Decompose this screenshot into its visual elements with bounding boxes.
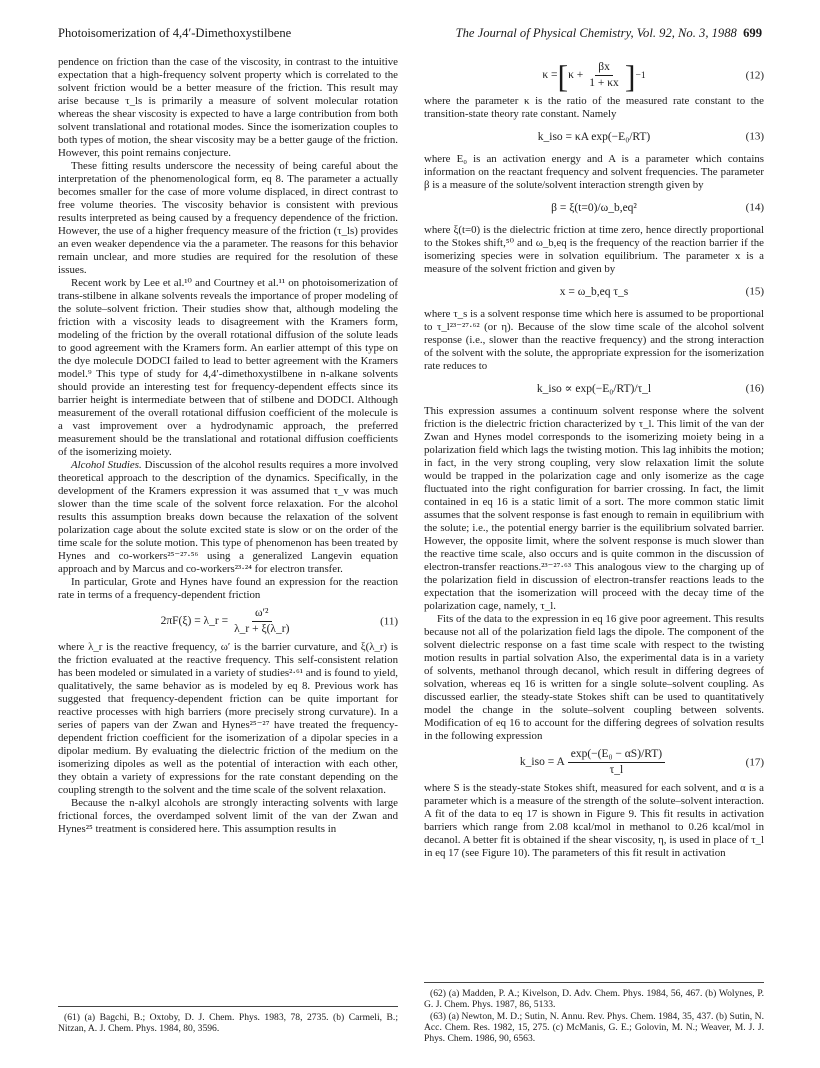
equation-number: (13) (745, 130, 764, 143)
denominator: λ_r + ξ(λ_r) (234, 623, 290, 635)
paragraph: Because the n-alkyl alcohols are strongly interacting solvents with large frictional forces, the overdamped solvent limit of the van der Zwan and Hynes²⁵ treatment is considered here. This assumption results in (58, 797, 398, 835)
paragraph: Recent work by Lee et al.¹⁰ and Courtney et al.¹¹ on photoisomerization of trans-stilbene in alkane solvents reveals the importance of proper modeling of the solute–solvent friction. Their studies show that, although modeling the friction with a viscosity leads to disagreement with the Kramers form, modeling of the friction by the overall rotational diffusion of the solute leads to good agreement with the Kramers form. An earlier attempt of this type on the dye molecule DODCI failed to lead to better agreement with the Kramers model.⁹ This type of study for 4,4′-dimethoxystilbene in n-alkane solvents should provide an interesting test for frequency-dependent effects since its barrier height is intermediate between that of stilbene and DODCI. Although measurement of the overall rotational diffusion coefficient of the molecule is a vast improvement over a hydrodynamic approach, the preferred measurement should be the translational and rotational diffusion coefficients of the isomerizing moiety. (58, 277, 398, 458)
equation-number: (14) (745, 201, 764, 214)
numerator: exp(−(E₀ − αS)/RT) (568, 748, 665, 763)
right-bracket: ] (624, 57, 636, 94)
fraction (231, 607, 292, 636)
right-column (424, 56, 764, 860)
equation-body: β = ξ(t=0)/ω_b,eq² (551, 201, 637, 214)
paragraph: where τ_s is a solvent response time which here is assumed to be proportional to τ_l²³⁻²⁷·⁶² (or η). Because of the slow time scale of the alcohol solvent response (i.e., slower than the reactive frequency) and the strong interaction of the solvent with the solute, the appropriate expression for the isomerization rate reduces to (424, 308, 764, 372)
denominator: 1 + κx (589, 77, 619, 89)
equation-12 (424, 57, 764, 94)
equation-number: (11) (380, 615, 398, 627)
running-title: Photoisomerization of 4,4′-Dimethoxystilbene (58, 26, 292, 40)
footnote: (61) (a) Bagchi, B.; Oxtoby, D. J. Chem. Phys. 1983, 78, 2735. (b) Carmeli, B.; Nitzan, A. J. Chem. Phys. 1984, 80, 3596. (58, 1012, 398, 1035)
equation-body: x = ω_b,eq τ_s (559, 285, 629, 298)
equation-lhs: 2πF(ξ) = λ_r = (160, 615, 229, 627)
footnote: (63) (a) Newton, M. D.; Sutin, N. Annu. Rev. Phys. Chem. 1984, 35, 437. (b) Sutin, N. Acc. Chem. Res. 1982, 15, 275. (c) McManis, G. E.; Golovin, M. N.; Weaver, M. J. J. Phys. Chem. 1986, 90, 6563. (424, 1010, 764, 1045)
numerator: βx (595, 61, 613, 76)
left-bracket: [ (557, 57, 569, 94)
paragraph: where λ_r is the reactive frequency, ω′ is the barrier curvature, and ξ(λ_r) is the friction evaluated at the reactive frequency. This self-consistent relation has been modeled or simulated in a variety of studies²·⁶¹ and is found to yield, qualitatively, the same behavior as is modeled by eq 8. Previous work has suggested that frequency-dependent friction can be quite important for reactive processes with high barriers (more precisely strong curvature). In a series of papers van der Zwan and Hynes²⁵⁻²⁷ have treated the frequency-dependent friction coefficient for the isomerization of a dipolar species in a dipolar medium. By evaluating the dielectric friction of the medium on the isomerizing dipoles as well as the potential of interaction with each other, they obtain a variety of expressions for the rate constant depending on the coupling strength to the solvent and the time scale of the solvent relaxation. (58, 641, 398, 796)
equation-17 (424, 748, 764, 777)
paragraph: In particular, Grote and Hynes have found an expression for the reaction rate in terms of a frequency-dependent friction (58, 576, 398, 601)
paragraph: pendence on friction than the case of the viscosity, in contrast to the intuitive expectation that a high-frequency solvent property which is correlated to the solvent friction would be a better measure of the friction. This result may arise because τ_ls is primarily a measure of solvent molecular rotation whereas the shear viscosity is expected to have a large contribution from both solvent translational and rotational modes. Since the isomerization couples to both types of motion, the shear viscosity may be a better gauge of the friction. However, this point remains conjecture. (58, 56, 398, 159)
paragraph: This expression assumes a continuum solvent response where the solvent friction is the dielectric friction characterized by τ_l. This limit of the van der Zwan and Hynes model corresponds to the isomerizing moiety being in a polarization field which lags the twisting motion. This lag inhibits the motion; in fact, in the very strong coupling, very slow relaxation limit the solute would be trapped in the polarization cage and only isomerize as the cage fluctuated into the right configuration for barrier crossing. In fact, the limit contained in eq 16 is a static limit of a sort. The more common static limit assumes that the solvent response is fast enough to remain in equilibrium with the solute; i.e., the potential energy barrier is the equilibrium solvated barrier. However, the opposite limit, where the solvent response is much slower than the reactive time scale, also occurs and is quite common in the discussion of electron-transfer reactions.²³⁻²⁷·⁶³ This analogous view to the charging up of the polarization field in discussion of electron-transfer reactions leads to the expectation that the isomerization will proceed with the decay time of the polarization cage, namely, τ_l. (424, 405, 764, 612)
paragraph (58, 459, 398, 576)
page-number: 699 (743, 26, 762, 40)
equation-number: (12) (745, 69, 764, 81)
equation-term: κ + (568, 69, 584, 81)
denominator: τ_l (609, 764, 624, 776)
left-column (58, 56, 398, 836)
equation-14 (424, 197, 764, 219)
footnotes-right (424, 982, 764, 1044)
equation-number: (17) (745, 756, 764, 768)
equation-body: k_iso = κA exp(−E₀/RT) (537, 130, 651, 143)
section-heading: Alcohol Studies. (71, 459, 142, 471)
paragraph-text: Discussion of the alcohol results requires a more involved theoretical approach to the description of the dynamics. Specifically, in the development of the Kramers expression it was assumed that τ_v was much slower than the time scale of the solvent force relaxation. For the alcohol results this assumption breaks down because the relaxation of the solvent polarization cage about the solute excited state is slow or on the order of the time scale for the solute motion. This type of phenomenon has been treated by Hynes and co-workers²⁵⁻²⁷·⁵⁶ using a generalized Langevin equation approach and by Marcus and co-workers²³·²⁴ for electron transfer. (58, 459, 398, 575)
paragraph: where E₀ is an activation energy and A is a parameter which contains information on the reactant frequency and solvent frequencies. The parameter β is a measure of the solute/solvent interaction strength given by (424, 153, 764, 191)
journal-citation (456, 26, 762, 41)
footnote: (62) (a) Madden, P. A.; Kivelson, D. Adv. Chem. Phys. 1984, 56, 467. (b) Wolynes, P. G. J. Chem. Phys. 1987, 86, 5133. (424, 988, 764, 1011)
running-header (58, 26, 762, 44)
equation-15 (424, 281, 764, 303)
paragraph: where S is the steady-state Stokes shift, measured for each solvent, and α is a parameter which is a measure of the strength of the solute–solvent interaction. A fit of the data to eq 17 is shown in Figure 9. This fit results in activation barriers which range from 2.08 kcal/mol in methanol to 0.26 kcal/mol in decanol. A better fit is obtained if the shear viscosity, η, is used in place of τ_l in eq 17 (see Figure 10). The parameters of this fit result in activation (424, 782, 764, 859)
fraction (568, 748, 665, 777)
fraction (586, 61, 622, 90)
paragraph: These fitting results underscore the necessity of being careful about the interpretation of the phenomenological form, eq 8. The parameter a actually becomes smaller for the case of more volume displaced, in direct contrast to free volume theories. The viscosity behavior is consistent with previous results interpreted as being caused by a frequency dependence of the friction. However, the use of a higher frequency measure of the friction (τ_ls) provides an even weaker dependence via the a parameter. The reasons for this behavior remain unclear, and more studies are required for the resolution of these issues. (58, 160, 398, 276)
numerator: ω′² (252, 607, 272, 622)
journal-name: The Journal of Physical Chemistry, Vol. 92, No. 3, 1988 (455, 26, 737, 40)
footnotes-left (58, 1006, 398, 1035)
equation-body: k_iso ∝ exp(−E₀/RT)/τ_l (536, 382, 652, 395)
paragraph: Fits of the data to the expression in eq 16 give poor agreement. This results because not all of the polarization field lags the dipole. The component of the solvent dielectric response on a fast time scale with respect to the twisting motion results in partial solvation Also, the experimental data is in a variety of solvents, methanol through decanol, which result in differing degrees of solvation, whereas eq 16 is written for a single solute–solvent coupling. As discussed earlier, the steady-state Stokes shift can be used to quantitatively model the change in the solute–solvent coupling between solvents. Modification of eq 16 to account for the differing degrees of solvation results in the following expression (424, 613, 764, 742)
equation-lhs: k_iso = A (519, 756, 565, 768)
paragraph: where the parameter κ is the ratio of the measured rate constant to the transition-state theory rate constant. Namely (424, 95, 764, 120)
equation-13 (424, 126, 764, 148)
equation-number: (15) (745, 285, 764, 298)
exponent: −1 (635, 70, 646, 81)
equation-16 (424, 378, 764, 400)
equation-number: (16) (745, 382, 764, 395)
equation-lhs: κ = (542, 69, 558, 81)
paragraph: where ξ(t=0) is the dielectric friction at time zero, hence directly proportional to the Stokes shift,⁵⁰ and ω_b,eq is the frequency of the reaction barrier if the isomerizing species were in solvation equilibrium. The parameter x is a measure of the solvent friction and given by (424, 224, 764, 275)
equation-11 (58, 607, 398, 636)
